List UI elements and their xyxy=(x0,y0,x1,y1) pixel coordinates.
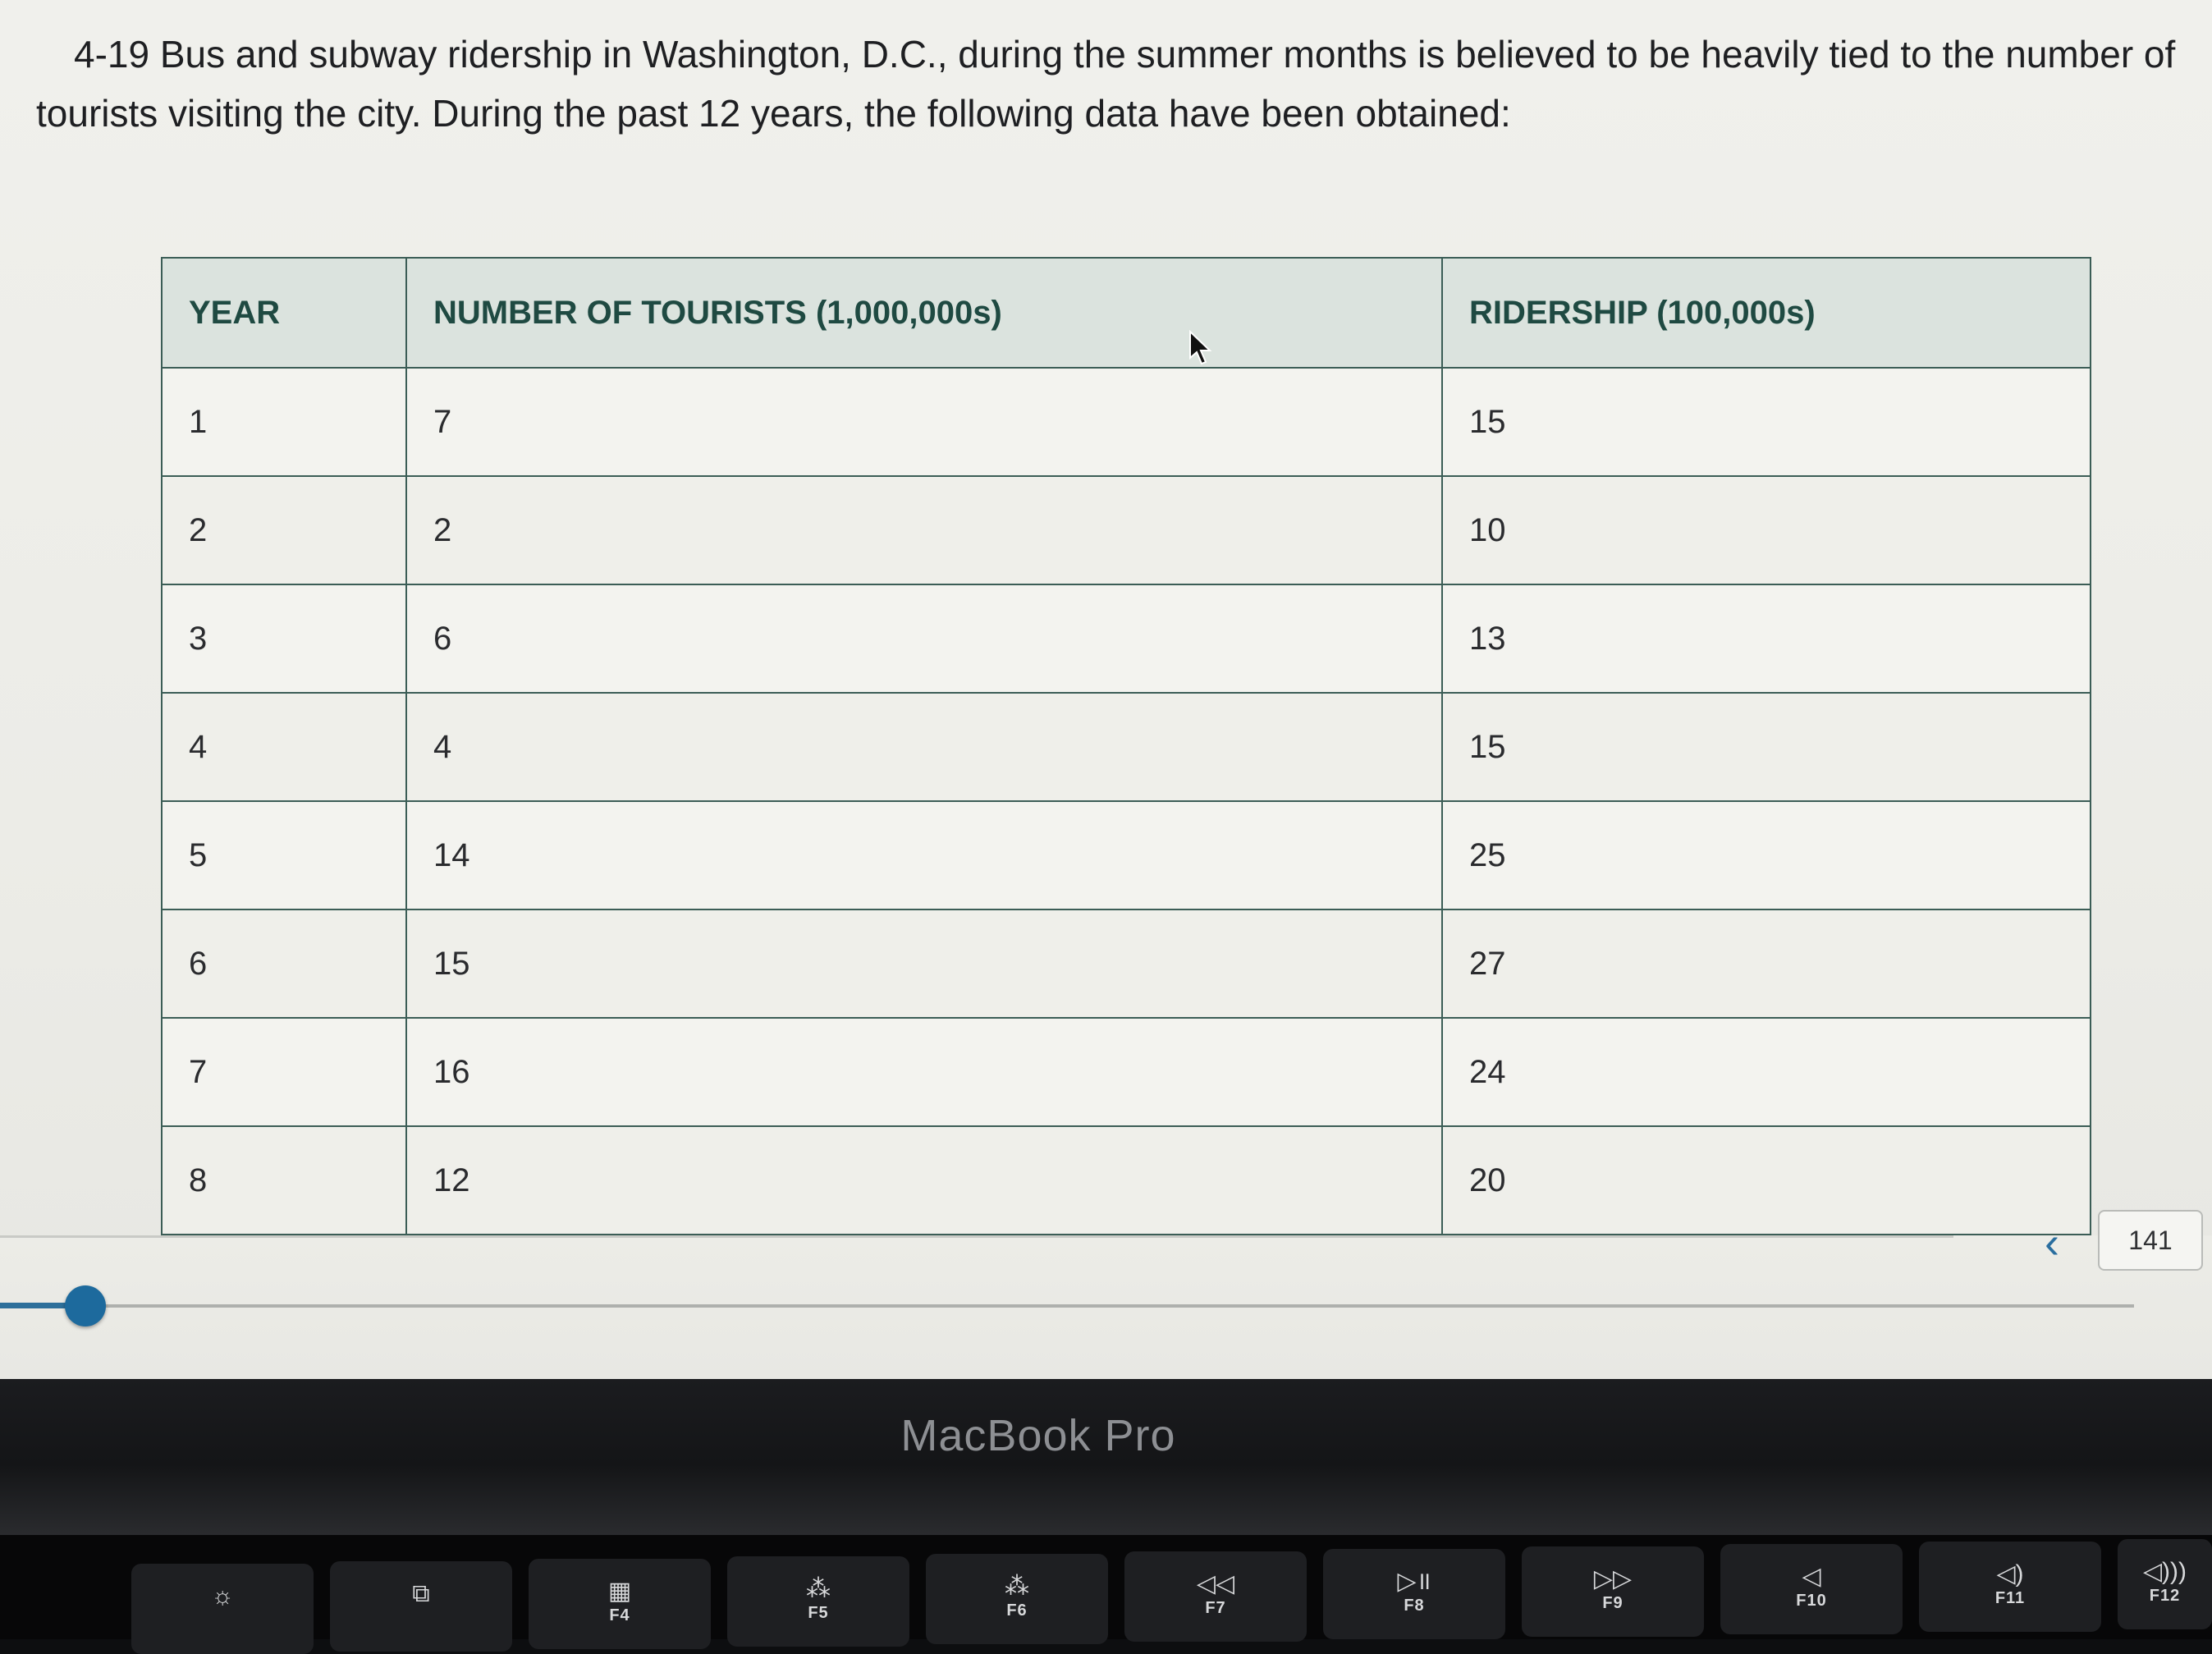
cell-year: 4 xyxy=(162,693,406,801)
cell-year: 3 xyxy=(162,584,406,693)
header-tourists: NUMBER OF TOURISTS (1,000,000s) xyxy=(406,258,1442,368)
cell-ridership: 25 xyxy=(1442,801,2091,909)
problem-statement xyxy=(36,25,2187,143)
play-pause-icon: ▷॥ xyxy=(1397,1568,1431,1595)
cell-tourists: 15 xyxy=(406,909,1442,1018)
cell-tourists: 14 xyxy=(406,801,1442,909)
cell-ridership: 10 xyxy=(1442,476,2091,584)
device-brand-label: MacBook Pro xyxy=(900,1411,1176,1460)
cell-ridership: 13 xyxy=(1442,584,2091,693)
divider xyxy=(0,1235,1953,1238)
header-ridership: RIDERSHIP (100,000s) xyxy=(1442,258,2091,368)
function-key-label: F5 xyxy=(808,1604,829,1622)
table-row xyxy=(162,584,2091,693)
table-row xyxy=(162,693,2091,801)
function-key[interactable] xyxy=(1720,1544,1903,1634)
table-row xyxy=(162,1126,2091,1235)
rewind-icon: ◁◁ xyxy=(1196,1570,1235,1597)
cell-tourists: 7 xyxy=(406,368,1442,476)
brightness-down-icon: ☼ xyxy=(211,1583,234,1610)
ridership-table xyxy=(161,257,2091,1235)
mouse-pointer-icon xyxy=(1188,330,1213,366)
cell-ridership: 24 xyxy=(1442,1018,2091,1126)
keyboard-light-up-icon: ⁂ xyxy=(1005,1573,1029,1600)
table-row xyxy=(162,801,2091,909)
cell-year: 8 xyxy=(162,1126,406,1235)
table-row xyxy=(162,1018,2091,1126)
function-key[interactable] xyxy=(926,1554,1108,1644)
reading-progress-handle[interactable] xyxy=(65,1285,106,1326)
cell-tourists: 16 xyxy=(406,1018,1442,1126)
mute-icon: ◁ xyxy=(1802,1563,1821,1590)
cell-tourists: 12 xyxy=(406,1126,1442,1235)
problem-line-2: tourists visiting the city. During the past 12 years, the following data have been obtained: xyxy=(36,92,1511,135)
function-key[interactable] xyxy=(529,1559,711,1649)
mission-control-icon: ⧉ xyxy=(412,1580,430,1607)
chevron-left-icon[interactable]: ‹ xyxy=(2045,1218,2059,1267)
table-row xyxy=(162,368,2091,476)
cell-year: 2 xyxy=(162,476,406,584)
function-key[interactable] xyxy=(1522,1546,1704,1637)
function-key[interactable] xyxy=(727,1556,909,1647)
function-key-label: F7 xyxy=(1205,1599,1226,1617)
cell-ridership: 15 xyxy=(1442,368,2091,476)
problem-line-1: 4-19 Bus and subway ridership in Washington, D.C., during the summer months is believed to be heavily tied to the number of xyxy=(74,33,2176,76)
cell-year: 5 xyxy=(162,801,406,909)
cell-ridership: 15 xyxy=(1442,693,2091,801)
function-key-label: F12 xyxy=(2149,1587,2181,1605)
function-key[interactable] xyxy=(2118,1539,2212,1629)
function-key-label: F9 xyxy=(1602,1594,1624,1612)
keyboard-light-down-icon: ⁂ xyxy=(806,1575,831,1602)
volume-down-icon: ◁) xyxy=(1996,1560,2024,1588)
function-key-label: F11 xyxy=(1994,1589,2026,1607)
function-key[interactable] xyxy=(131,1564,314,1654)
function-key-label: F8 xyxy=(1404,1597,1425,1615)
function-key-label: F10 xyxy=(1796,1592,1827,1610)
cell-year: 6 xyxy=(162,909,406,1018)
header-year: YEAR xyxy=(162,258,406,368)
launchpad-icon: ▦ xyxy=(607,1578,632,1605)
cell-tourists: 4 xyxy=(406,693,1442,801)
fast-forward-icon: ▷▷ xyxy=(1593,1565,1633,1592)
function-key-label: F6 xyxy=(1006,1601,1028,1620)
cell-ridership: 27 xyxy=(1442,909,2091,1018)
cell-tourists: 6 xyxy=(406,584,1442,693)
function-key[interactable] xyxy=(1124,1551,1307,1642)
function-key[interactable] xyxy=(1323,1549,1505,1639)
cell-ridership: 20 xyxy=(1442,1126,2091,1235)
cell-year: 7 xyxy=(162,1018,406,1126)
page-number-field[interactable]: 141 xyxy=(2098,1210,2203,1271)
table-row xyxy=(162,909,2091,1018)
function-key[interactable] xyxy=(1919,1542,2101,1632)
cell-tourists: 2 xyxy=(406,476,1442,584)
cell-year: 1 xyxy=(162,368,406,476)
table-header-row xyxy=(162,258,2091,368)
table-row xyxy=(162,476,2091,584)
reading-progress-track[interactable] xyxy=(0,1304,2134,1308)
function-key[interactable] xyxy=(330,1561,512,1652)
function-key-label: F4 xyxy=(609,1606,630,1624)
volume-up-icon: ◁))) xyxy=(2142,1558,2187,1585)
